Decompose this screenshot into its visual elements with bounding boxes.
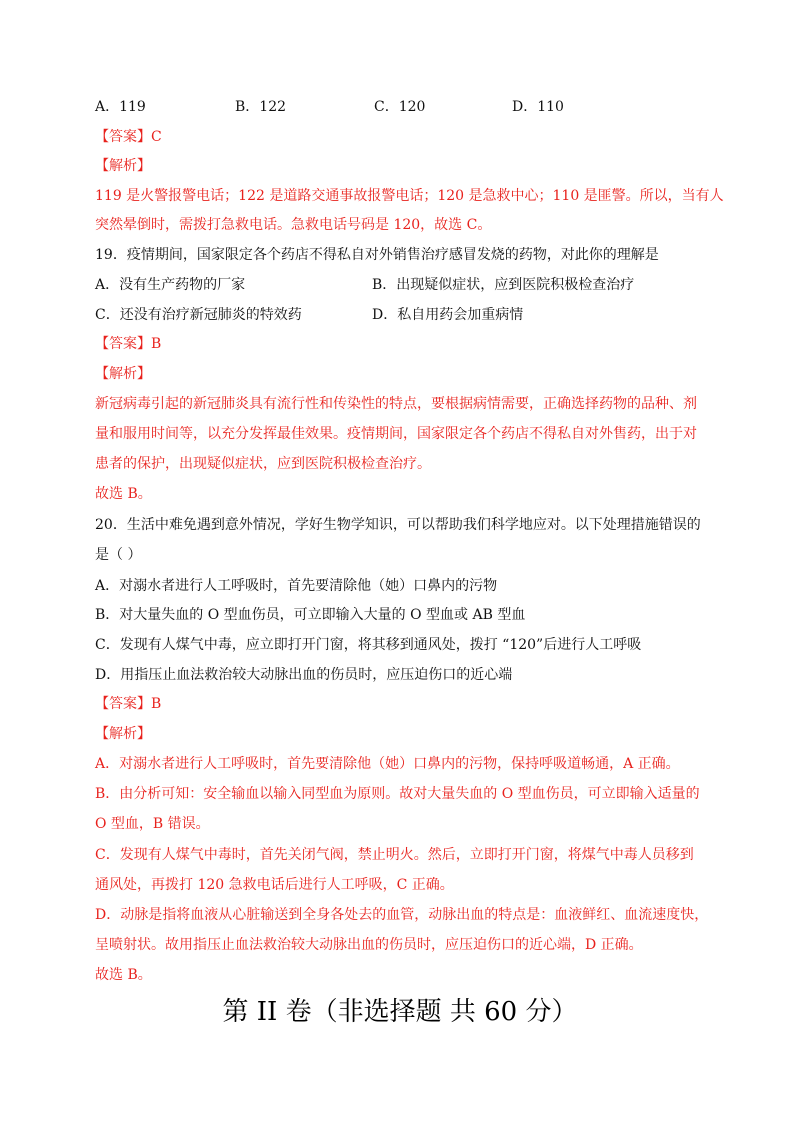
q19-option-c: C．还没有治疗新冠肺炎的特效药 <box>95 307 302 323</box>
q19-option-d: D．私自用药会加重病情 <box>372 307 524 323</box>
q18-option-d: D．110 <box>512 99 564 115</box>
q20-analysis-line-3: O 型血，B 错误。 <box>95 816 210 832</box>
q18-option-c: C．120 <box>374 99 426 115</box>
q19-analysis-line-1: 新冠病毒引起的新冠肺炎具有流行性和传染性的特点，要根据病情需要，正确选择药物的品种、剂 <box>95 396 697 412</box>
q19-analysis-label: 【解析】 <box>95 366 151 382</box>
q20-answer: 【答案】B <box>95 696 162 712</box>
q20-analysis-line-1: A．对溺水者进行人工呼吸时，首先要清除他（她）口鼻内的污物，保持呼吸道畅通，A 正确。 <box>95 756 680 772</box>
section-title: 第 II 卷（非选择题 共 60 分） <box>222 997 578 1027</box>
q18-option-a: A．119 <box>95 99 146 115</box>
q20-option-b: B．对大量失血的 O 型血伤员，可立即输入大量的 O 型血或 AB 型血 <box>95 607 526 623</box>
q20-analysis-line-7: 呈喷射状。故用指压止血法救治较大动脉出血的伤员时，应压迫伤口的近心端，D 正确。 <box>95 937 643 953</box>
q18-analysis-label: 【解析】 <box>95 158 151 174</box>
q20-stem-line-1: 20．生活中难免遇到意外情况，学好生物学知识，可以帮助我们科学地应对。以下处理措施错误的 <box>95 517 701 533</box>
q20-stem-line-2: 是（ ） <box>95 547 142 563</box>
q20-analysis-line-6: D．动脉是指将血液从心脏输送到全身各处去的血管，动脉出血的特点是：血液鲜红、血流速度快， <box>95 907 709 923</box>
q20-option-c: C．发现有人煤气中毒，应立即打开门窗，将其移到通风处，拨打 “120”后进行人工呼吸 <box>95 637 642 653</box>
q20-analysis-line-4: C．发现有人煤气中毒时，首先关闭气阀，禁止明火。然后，立即打开门窗，将煤气中毒人员移到 <box>95 847 694 863</box>
q19-analysis-line-3: 患者的保护，出现疑似症状，应到医院积极检查治疗。 <box>95 456 431 472</box>
q18-analysis-line-1: 119 是火警报警电话；122 是道路交通事故报警电话；120 是急救中心；110 是匪警。所以，当有人 <box>95 188 724 204</box>
q19-option-a: A．没有生产药物的厂家 <box>95 277 246 293</box>
q20-option-a: A．对溺水者进行人工呼吸时，首先要清除他（她）口鼻内的污物 <box>95 578 498 594</box>
q20-analysis-line-5: 通风处，再拨打 120 急救电话后进行人工呼吸，C 正确。 <box>95 877 454 893</box>
q19-analysis-line-4: 故选 B。 <box>95 486 152 502</box>
q18-analysis-line-2: 突然晕倒时，需拨打急救电话。急救电话号码是 120，故选 C。 <box>95 217 492 233</box>
q18-option-b: B．122 <box>235 99 287 115</box>
q20-option-d: D．用指压止血法救治较大动脉出血的伤员时，应压迫伤口的近心端 <box>95 667 513 683</box>
q19-option-b: B．出现疑似症状，应到医院积极检查治疗 <box>372 277 635 293</box>
q20-analysis-label: 【解析】 <box>95 726 151 742</box>
q19-answer: 【答案】B <box>95 336 162 352</box>
q19-analysis-line-2: 量和服用时间等，以充分发挥最佳效果。疫情期间，国家限定各个药店不得私自对外售药，出于对 <box>95 426 697 442</box>
q20-analysis-line-8: 故选 B。 <box>95 967 152 983</box>
q18-answer: 【答案】C <box>95 129 162 145</box>
q20-analysis-line-2: B．由分析可知：安全输血以输入同型血为原则。故对大量失血的 O 型血伤员，可立即输入适量的 <box>95 786 700 802</box>
q19-stem: 19．疫情期间，国家限定各个药店不得私自对外销售治疗感冒发烧的药物，对此你的理解是 <box>95 247 659 263</box>
